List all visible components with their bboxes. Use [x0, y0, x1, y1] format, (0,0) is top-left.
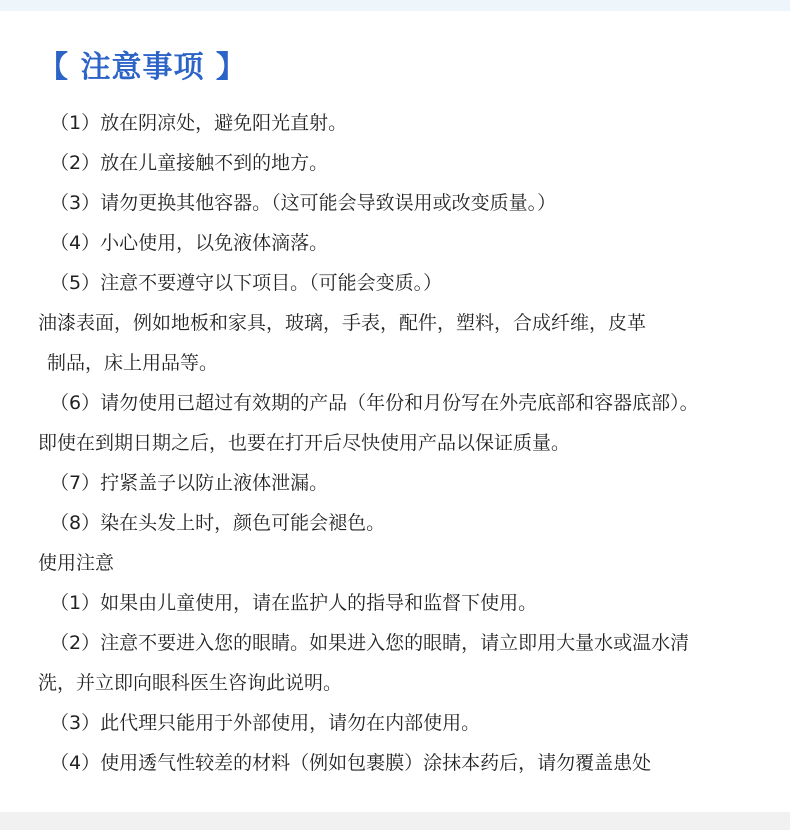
note-line-6-cont: 即使在到期日期之后，也要在打开后尽快使用产品以保证质量。	[38, 432, 571, 454]
bottom-band	[0, 812, 790, 830]
note-line-8: （8）染在头发上时，颜色可能会褪色。	[50, 512, 386, 534]
usage-line-2-cont: 洗，并立即向眼科医生咨询此说明。	[38, 672, 343, 694]
note-line-4: （4）小心使用，以免液体滴落。	[50, 232, 329, 254]
usage-line-3: （3）此代理只能用于外部使用，请勿在内部使用。	[50, 712, 481, 734]
note-line-7: （7）拧紧盖子以防止液体泄漏。	[50, 472, 329, 494]
usage-heading: 使用注意	[38, 552, 115, 574]
top-band	[0, 0, 790, 11]
usage-line-1: （1）如果由儿童使用，请在监护人的指导和监督下使用。	[50, 592, 538, 614]
usage-line-4: （4）使用透气性较差的材料（例如包裹膜）涂抹本药后，请勿覆盖患处	[50, 752, 652, 774]
note-line-5-detail-cont: 制品，床上用品等。	[47, 352, 219, 374]
note-line-3: （3）请勿更换其他容器。（这可能会导致误用或改变质量。）	[50, 192, 557, 214]
note-line-6: （6）请勿使用已超过有效期的产品（年份和月份写在外壳底部和容器底部）。	[50, 392, 699, 414]
note-line-2: （2）放在儿童接触不到的地方。	[50, 152, 329, 174]
page-title: 【 注意事项 】	[38, 50, 247, 85]
usage-line-2: （2）注意不要进入您的眼睛。如果进入您的眼睛，请立即用大量水或温水清	[50, 632, 690, 654]
note-line-1: （1）放在阴凉处，避免阳光直射。	[50, 112, 348, 134]
note-line-5-detail: 油漆表面，例如地板和家具，玻璃，手表，配件，塑料，合成纤维，皮革	[38, 312, 647, 334]
note-line-5: （5）注意不要遵守以下项目。（可能会变质。）	[50, 272, 443, 294]
